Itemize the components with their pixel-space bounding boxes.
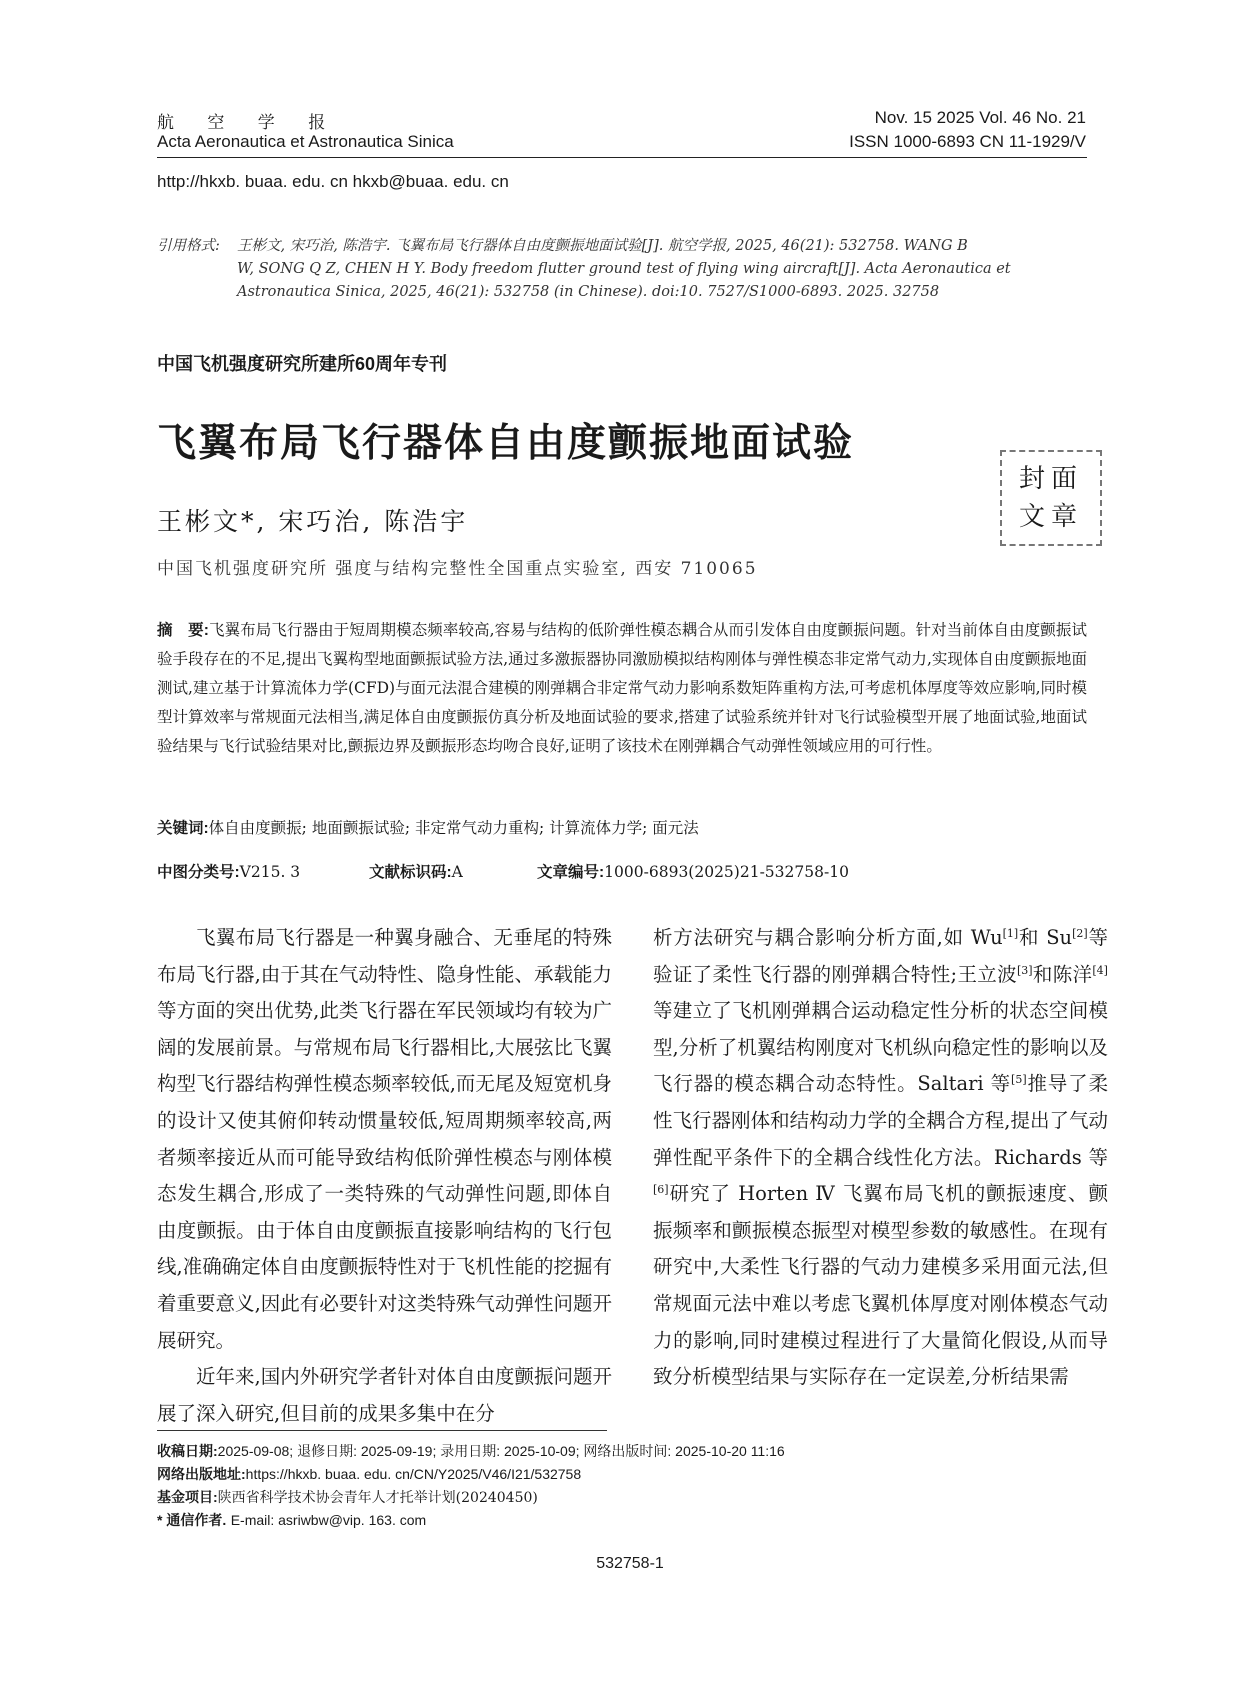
abstract-text: 飞翼布局飞行器由于短周期模态频率较高,容易与结构的低阶弹性模态耦合从而引发体自由度颤振问题。针对当前体自由度颤振试验手段存在的不足,提出飞翼构型地面颤振试验方法,通过多激振器协同激励模拟结构刚体与弹性模态非定常气动力,实现体自由度颤振地面测试,建立基于计算流体力学(CFD)与面元法混合建模的刚弹耦合非定常气动力影响系数矩阵重构方法,可考虑机体厚度等效应影响,同时模型计算效率与常规面元法相当,满足体自由度颤振仿真分析及地面试验的要求,搭建了试验系统并针对飞行试验模型开展了地面试验,地面试验结果与飞行试验结果对比,颤振边界及颤振形态均吻合良好,证明了该技术在刚弹耦合气动弹性领域应用的可行性。: [157, 621, 1087, 755]
issn-info: ISSN 1000-6893 CN 11-1929/V: [849, 132, 1086, 151]
citation-label: 引用格式:: [157, 238, 220, 254]
footnote-url: [157, 1463, 1087, 1486]
text-run: 等验证了柔性飞行器的刚弹耦合特性;王立波: [653, 926, 1108, 986]
text-run: 研究了 Horten Ⅳ 飞翼布局飞机的颤振速度、颤振频率和颤振模态振型对模型参数的敏感性。在现有研究中,大柔性飞行器的气动力建模多采用面元法,但常规面元法中难以考虑飞翼机体厚度对刚体模态气动力的影响,同时建模过程进行了大量简化假设,从而导致分析模型结果与实际存在一定误差,分析结果需: [653, 1182, 1108, 1389]
article-value: 1000-6893(2025)21-532758-10: [604, 863, 849, 881]
citation-ref-3[interactable]: [3]: [1016, 963, 1033, 977]
affiliation: 中国飞机强度研究所 强度与结构完整性全国重点实验室, 西安 710065: [157, 559, 758, 579]
paper-title: 飞翼布局飞行器体自由度颤振地面试验: [157, 420, 855, 466]
fund-label: 基金项目:: [157, 1489, 218, 1505]
text-run: 推导了柔性飞行器刚体和结构动力学的全耦合方程,提出了气动弹性配平条件下的全耦合线性化方法。Richards 等: [653, 1072, 1108, 1169]
footnote-rule: [157, 1430, 607, 1431]
keywords: [157, 816, 1087, 838]
dates-label: 收稿日期:: [157, 1443, 218, 1459]
text-run: 等建立了飞机刚弹耦合运动稳定性分析的状态空间模型,分析了机翼结构刚度对飞机纵向稳定性的影响以及飞行器的模态耦合动态特性。Saltari 等: [653, 999, 1108, 1096]
doc-code: [369, 860, 463, 882]
url-label: 网络出版地址:: [157, 1466, 246, 1482]
citation-text-1: 王彬文, 宋巧治, 陈浩宇. 飞翼布局飞行器体自由度颤振地面试验[J]. 航空学报, 2025, 46(21): 532758. WANG B: [237, 238, 968, 254]
doc-value: A: [451, 863, 463, 881]
clc-code: [157, 860, 300, 882]
clc-value: V215. 3: [239, 863, 301, 881]
body-paragraph-2: 近年来,国内外研究学者针对体自由度颤振问题开展了深入研究,但目前的成果多集中在分: [157, 1365, 612, 1425]
text-run: 析方法研究与耦合影响分析方面,如 Wu: [653, 926, 1003, 949]
citation-block: [157, 235, 1087, 304]
issue-info: Nov. 15 2025 Vol. 46 No. 21: [874, 108, 1086, 127]
dates-text: 2025-09-08; 退修日期: 2025-09-19; 录用日期: 2025-10-09; 网络出版时间: 2025-10-20 11:16: [217, 1443, 785, 1459]
page-number: 532758-1: [596, 1555, 664, 1572]
article-label: 文章编号:: [537, 864, 605, 881]
footnote-fund: [157, 1486, 1087, 1509]
keywords-text: 体自由度颤振; 地面颤振试验; 非定常气动力重构; 计算流体力学; 面元法: [208, 819, 699, 837]
text-run: 和 Su: [1018, 926, 1073, 949]
special-issue-label: 中国飞机强度研究所建所60周年专刊: [157, 354, 448, 374]
citation-ref-6[interactable]: [6]: [653, 1183, 669, 1197]
corr-label: * 通信作者.: [157, 1512, 227, 1528]
body-paragraph-2-cont: [653, 920, 1108, 1396]
keywords-label: 关键词:: [157, 820, 209, 837]
citation-ref-2[interactable]: [2]: [1072, 927, 1088, 940]
clc-label: 中图分类号:: [157, 864, 240, 881]
journal-name-en: Acta Aeronautica et Astronautica Sinica: [157, 132, 454, 151]
stamp-line-1: 封面: [1018, 464, 1083, 494]
stamp-line-2: 文章: [1018, 502, 1083, 532]
body-column-right: [653, 920, 1108, 1396]
cover-article-stamp: [1000, 450, 1102, 546]
url-link[interactable]: https://hkxb. buaa. edu. cn/CN/Y2025/V46/I21/532758: [245, 1466, 582, 1482]
author-list: 王彬文*, 宋巧治, 陈浩宇: [157, 507, 469, 536]
abstract-label: 摘 要:: [157, 622, 209, 639]
citation-ref-4[interactable]: [4]: [1092, 963, 1108, 977]
article-number: [537, 860, 849, 882]
journal-name-cn: 航 空 学 报: [157, 113, 340, 133]
abstract: [157, 616, 1087, 761]
footnote-corresponding: [157, 1509, 1087, 1532]
body-column-left: [157, 920, 612, 1432]
corr-email[interactable]: E-mail: asriwbw@vip. 163. com: [230, 1512, 427, 1528]
fund-text: 陕西省科学技术协会青年人才托举计划(20240450): [217, 1490, 538, 1506]
citation-line-2: W, SONG Q Z, CHEN H Y. Body freedom flutter ground test of flying wing aircraft[J]. Acta Aeronautica et: [237, 261, 1011, 277]
text-run: 和陈洋: [1032, 962, 1093, 986]
footnote-dates: [157, 1440, 1087, 1463]
citation-ref-1[interactable]: [1]: [1002, 927, 1019, 940]
footnotes: [157, 1440, 1087, 1532]
citation-line-1: [157, 235, 1087, 258]
journal-url[interactable]: http://hkxb. buaa. edu. cn hkxb@buaa. edu. cn: [157, 172, 509, 191]
body-paragraph-1: 飞翼布局飞行器是一种翼身融合、无垂尾的特殊布局飞行器,由于其在气动特性、隐身性能、承载能力等方面的突出优势,此类飞行器在军民领域均有较为广阔的发展前景。与常规布局飞行器相比,大展弦比飞翼构型飞行器结构弹性模态频率较低,而无尾及短宽机身的设计又使其俯仰转动惯量较低,短周期频率较高,两者频率接近从而可能导致结构低阶弹性模态与刚体模态发生耦合,形成了一类特殊的气动弹性问题,即体自由度颤振。由于体自由度颤振直接影响结构的飞行包线,准确确定体自由度颤振特性对于飞机性能的挖掘有着重要意义,因此有必要针对这类特殊气动弹性问题开展研究。: [157, 926, 612, 1352]
citation-ref-5[interactable]: [5]: [1011, 1073, 1027, 1087]
header-rule: [157, 157, 1087, 158]
citation-line-3[interactable]: Astronautica Sinica, 2025, 46(21): 532758 (in Chinese). doi:10. 7527/S1000-6893. 2025. 32758: [237, 284, 940, 300]
doc-label: 文献标识码:: [369, 864, 452, 881]
